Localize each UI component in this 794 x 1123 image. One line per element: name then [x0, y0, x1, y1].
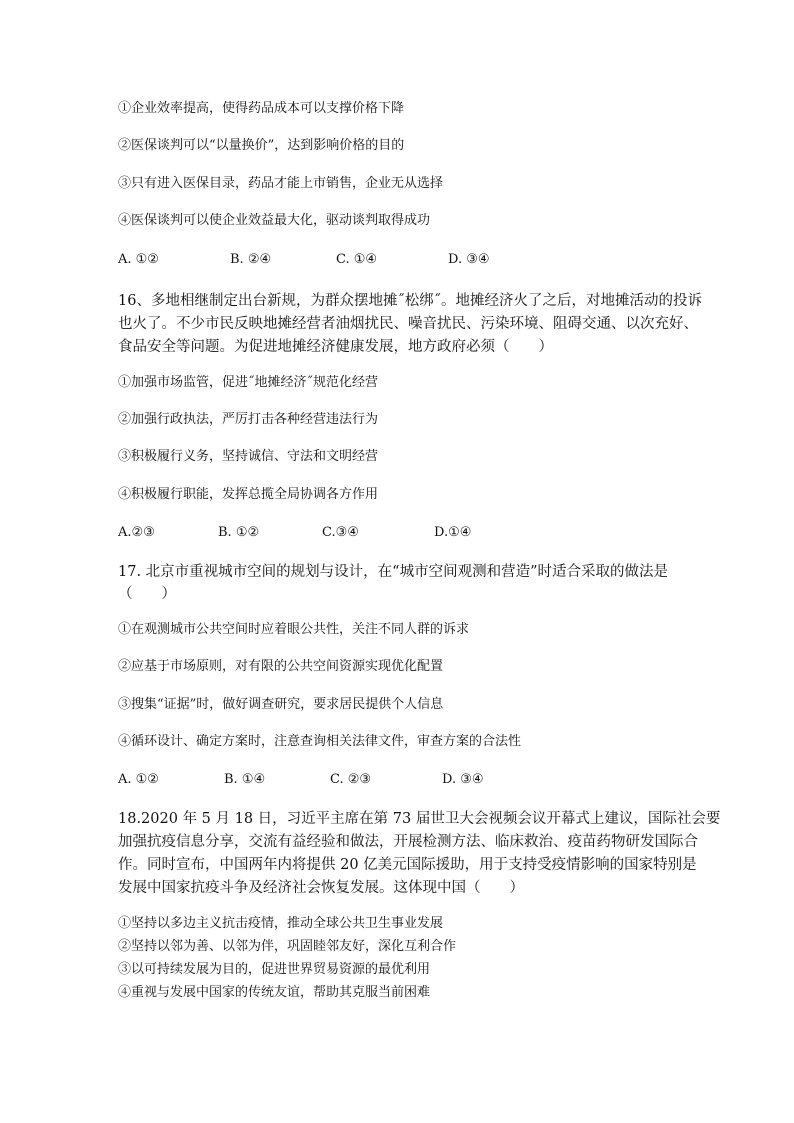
q18-item-2: ②坚持以邻为善、以邻为伴，巩固睦邻友好，深化互利合作 — [118, 939, 457, 954]
q17-stem-line-1: 17. 北京市重视城市空间的规划与设计，在“城市空间观测和营造”时适合采取的做法是 — [118, 564, 668, 580]
q17-item-2: ②应基于市场原则，对有限的公共空间资源实现优化配置 — [118, 659, 444, 674]
q16-stem-line-1: 16、多地相继制定出台新规，为群众摆地摊˝松绑˝。地摊经济火了之后，对地摊活动的投诉 — [118, 293, 702, 309]
q16-stem-line-3: 食品安全等问题。为促进地摊经济健康发展，地方政府必须（ ） — [118, 339, 553, 355]
q18-item-1: ①坚持以多边主义抗击疫情，推动全球公共卫生事业发展 — [118, 916, 444, 931]
q16-item-1: ①加强市场监管，促进˝地摊经济˝规范化经营 — [118, 375, 379, 390]
q17-option-a: A. ①② — [118, 772, 159, 787]
q17-option-b: B. ①④ — [224, 772, 266, 787]
q16-option-d: D.①④ — [434, 525, 472, 540]
q16-option-b: B. ①② — [218, 525, 260, 540]
q17-item-4: ④循环设计、确定方案时，注意查询相关法律文件，审查方案的合法性 — [118, 734, 522, 749]
q16-option-a: A.②③ — [118, 525, 155, 540]
q18-stem-line-1: 18.2020 年 5 月 18 日，习近平主席在第 73 届世卫大会视频会议开幕式上建议，国际社会要 — [118, 811, 721, 827]
q18-item-3: ③以可持续发展为目的，促进世界贸易资源的最优利用 — [118, 962, 431, 977]
q15-item-2: ②医保谈判可以“以量换价”，达到影响价格的目的 — [118, 138, 405, 153]
q17-option-d: D. ③④ — [442, 772, 484, 787]
q18-stem-line-4: 发展中国家抗疫斗争及经济社会恢复发展。这体现中国（ ） — [118, 880, 524, 896]
q16-item-4: ④积极履行职能，发挥总揽全局协调各方作用 — [118, 487, 379, 502]
q15-option-b: B. ②④ — [230, 252, 272, 267]
q15-option-c: C. ①④ — [336, 252, 378, 267]
q18-item-4: ④重视与发展中国家的传统友谊，帮助其克服当前困难 — [118, 985, 431, 1000]
q18-stem-line-2: 加强抗疫信息分享，交流有益经验和做法，开展检测方法、临床救治、疫苗药物研发国际合 — [118, 834, 698, 850]
q16-item-3: ③积极履行义务，坚持诚信、守法和文明经营 — [118, 449, 379, 464]
q15-item-4: ④医保谈判可以使企业效益最大化，驱动谈判取得成功 — [118, 213, 431, 228]
q17-item-3: ③搜集“证据”时，做好调查研究，要求居民提供个人信息 — [118, 697, 444, 712]
q15-item-1: ①企业效率提高，使得药品成本可以支撑价格下降 — [118, 101, 405, 116]
q16-stem-line-2: 也火了。不少市民反映地摊经营者油烟扰民、噪音扰民、污染环境、阻碍交通、以次充好、 — [118, 316, 698, 332]
q15-option-a: A. ①② — [118, 252, 159, 267]
q16-item-2: ②加强行政执法，严厉打击各种经营违法行为 — [118, 412, 379, 427]
q15-item-3: ③只有进入医保目录，药品才能上市销售，企业无从选择 — [118, 176, 444, 191]
q17-item-1: ①在观测城市公共空间时应着眼公共性，关注不同人群的诉求 — [118, 622, 470, 637]
q17-stem-line-2: （ ） — [118, 586, 176, 602]
q16-option-c: C.③④ — [322, 525, 359, 540]
q18-stem-line-3: 作。同时宣布，中国两年内将提供 20 亿美元国际援助，用于支持受疫情影响的国家特别是 — [118, 857, 697, 873]
q17-option-c: C. ②③ — [330, 772, 372, 787]
q15-option-d: D. ③④ — [448, 252, 490, 267]
